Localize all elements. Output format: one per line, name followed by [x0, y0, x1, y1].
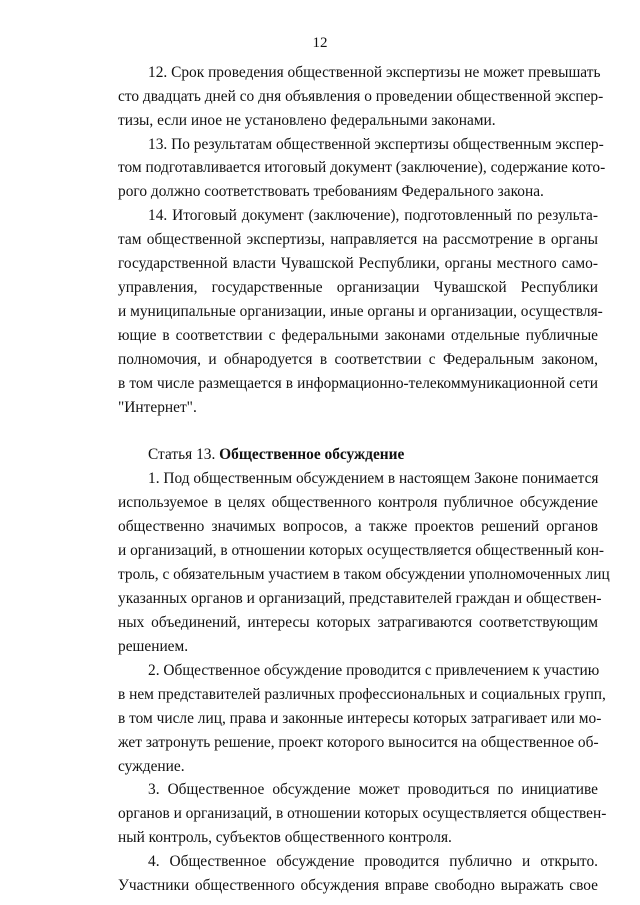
text-line: 4. Общественное обсуждение проводится публично и открыто.: [148, 853, 598, 870]
text-line: том подготавливается итоговый документ (заключение), содержание кото-: [118, 159, 606, 176]
page-number: 12: [312, 35, 328, 51]
text-line: жет затронуть решение, проект которого выносится на общественное об-: [118, 734, 599, 751]
text-line: 12. Срок проведения общественной экспертизы не может превышать: [148, 64, 601, 81]
text-line: в том числе лиц, права и законные интересы которых затрагивает или мо-: [118, 710, 602, 727]
text-line: управления, государственные организации Чувашской Республики: [118, 279, 598, 296]
text-line: полномочия, и обнародуется в соответствии с Федеральным законом,: [118, 351, 598, 368]
text-line: государственной власти Чувашской Республики, органы местного само-: [118, 255, 598, 272]
text-line: органов и организаций, в отношении которых осуществляется обществен-: [118, 805, 607, 822]
article-heading: [148, 444, 598, 466]
text-line: 3. Общественное обсуждение может проводиться по инициативе: [148, 781, 598, 798]
text-line: Участники общественного обсуждения вправе свободно выражать свое: [118, 877, 598, 894]
text-line: используемое в целях общественного контроля публичное обсуждение: [118, 494, 598, 511]
text-line: "Интернет".: [118, 399, 197, 416]
text-line: суждение.: [118, 758, 185, 775]
text-line: в нем представителей различных профессиональных и социальных групп,: [118, 686, 606, 703]
article-title: Общественное обсуждение: [219, 446, 405, 463]
text-line: там общественной экспертизы, направляется на рассмотрение в органы: [118, 231, 598, 248]
text-line: решением.: [118, 638, 189, 655]
text-line: в том числе размещается в информационно-телекоммуникационной сети: [118, 375, 598, 392]
text-line: троль, с обязательным участием в таком обсуждении уполномоченных лиц: [118, 566, 610, 583]
text-line: 1. Под общественным обсуждением в настоящем Законе понимается: [148, 470, 599, 487]
text-line: ный контроль, субъектов общественного контроля.: [118, 829, 452, 846]
text-line: и муниципальные организации, иные органы и организации, осуществля-: [118, 303, 603, 320]
text-line: рого должно соответствовать требованиям Федерального закона.: [118, 183, 544, 200]
text-line: сто двадцать дней со дня объявления о проведении общественной экспер-: [118, 88, 604, 105]
text-line: и организаций, в отношении которых осуществляется общественный кон-: [118, 542, 605, 559]
text-line: ных объединений, интересы которых затрагиваются соответствующим: [118, 614, 598, 631]
text-line: 14. Итоговый документ (заключение), подготовленный по результа-: [148, 207, 598, 224]
text-line: 13. По результатам общественной экспертизы общественным экспер-: [148, 136, 604, 153]
text-line: тизы, если иное не установлено федеральными законами.: [118, 112, 496, 129]
text-line: ющие в соответствии с федеральными законами отдельные публичные: [118, 327, 598, 344]
text-line: указанных органов и организаций, представителей граждан и обществен-: [118, 590, 602, 607]
text-line: общественно значимых вопросов, а также проектов решений органов: [118, 518, 598, 535]
article-number: Статья 13.: [148, 446, 220, 463]
text-line: 2. Общественное обсуждение проводится с привлечением к участию: [148, 662, 600, 679]
